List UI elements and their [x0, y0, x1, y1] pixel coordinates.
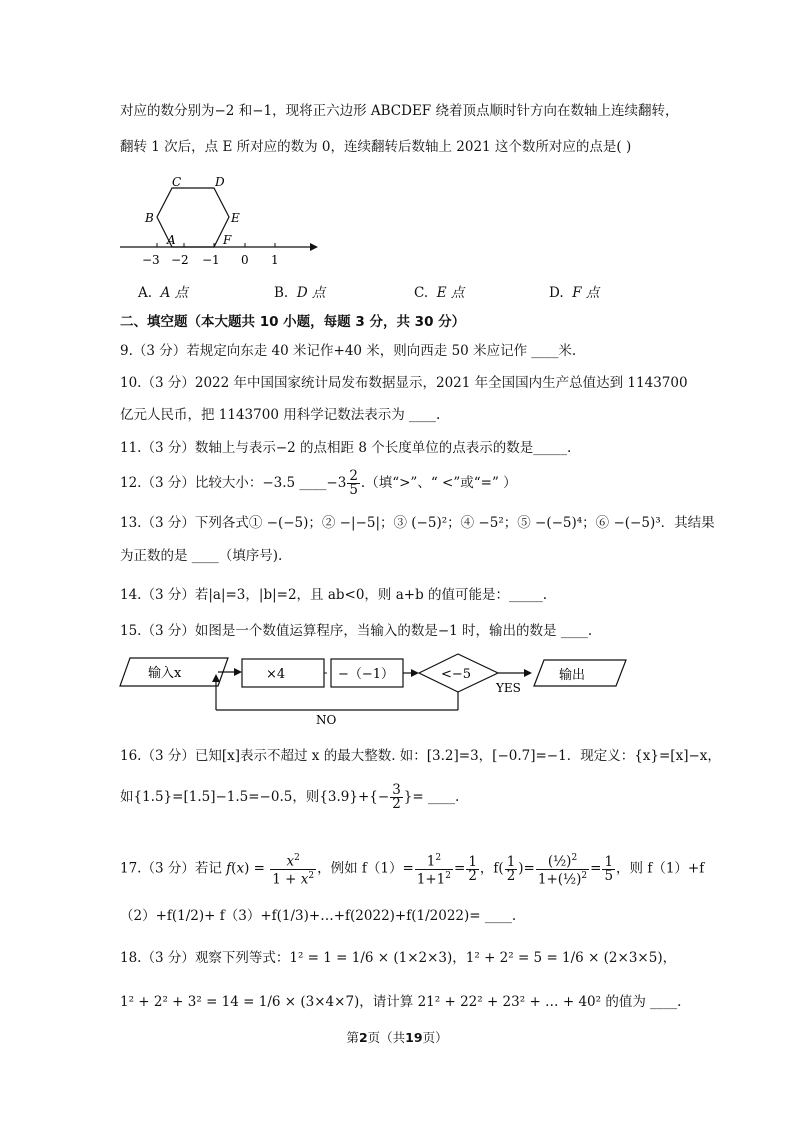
question-17-line-2: （2）+f(1/2)+ f（3）+f(1/3)+…+f(2022)+f(1/2022)= ____.	[120, 908, 517, 924]
vertex-label-e: E	[231, 211, 240, 225]
section-title: 二、填空题（本大题共 10 小题，每题 3 分，共 30 分）	[120, 314, 466, 330]
tick-label: 0	[241, 253, 249, 267]
question-10-line-2: 亿元人民币，把 1143700 用科学记数法表示为 ____.	[120, 407, 441, 423]
output-label: 输出	[559, 668, 586, 683]
multiply-label: ×4	[266, 667, 286, 682]
vertex-label-c: C	[172, 175, 182, 189]
question-13-line-1: 13.（3 分）下列各式① −(−5)；② −|−5|；③ (−5)²；④ −5²；⑤ −(−5)⁴；⑥ −(−5)³．其结果	[120, 515, 715, 531]
no-label: NO	[316, 713, 337, 727]
question-18-line-1: 18.（3 分）观察下列等式：1² = 1 = 1/6 × (1×2×3)，1² + 2² = 5 = 1/6 × (2×3×5)，	[120, 950, 677, 966]
question-16-line-1: 16.（3 分）已知[x]表示不超过 x 的最大整数. 如：[3.2]=3，[−0.7]=−1．现定义：{x}=[x]−x，	[120, 748, 721, 764]
vertex-label-f: F	[223, 233, 232, 247]
option-a[interactable]: A. A 点	[138, 285, 189, 301]
tick-label: 1	[271, 253, 279, 267]
number-line-arrow	[310, 243, 318, 251]
option-c[interactable]: C. E 点	[414, 285, 465, 301]
question-10-line-1: 10.（3 分）2022 年中国国家统计局发布数据显示，2021 年全国国内生产总值达到 1143700	[120, 375, 688, 391]
flowchart	[118, 652, 638, 728]
fraction-three-halves: $\frac{3}{2}$	[392, 782, 401, 812]
vertex-label-b: B	[145, 211, 154, 225]
vertex-label-d: D	[215, 175, 225, 189]
option-b[interactable]: B. D 点	[274, 285, 326, 301]
question-18-line-2: 1² + 2² + 3² = 14 = 1/6 × (3×4×7)，请计算 21² + 22² + 23² + … + 40² 的值为 ____.	[120, 994, 682, 1010]
condition-label: <−5	[441, 667, 472, 682]
intro-line-1: 对应的数分别为−2 和−1，现将正六边形 ABCDEF 绕着顶点顺时针方向在数轴上连续翻转，	[120, 103, 679, 119]
hexagon-number-line-figure	[115, 170, 325, 270]
vertex-label-a: A	[167, 233, 176, 247]
intro-line-2: 翻转 1 次后，点 E 所对应的数为 0，连续翻转后数轴上 2021 这个数所对应的点是( )	[120, 139, 632, 155]
tick-label: −2	[171, 253, 189, 267]
tick-label: −1	[202, 253, 220, 267]
tick-label: −3	[142, 253, 160, 267]
fraction-two-fifths: $\frac{2}{5}$	[349, 468, 358, 498]
question-15: 15.（3 分）如图是一个数值运算程序，当输入的数是−1 时，输出的数是 ____.	[120, 623, 593, 639]
question-12: 12.（3 分）比较大小：−3.5 ____−3 $\frac{2}{5}$ .（填“>”、“ <”或“=” ）	[120, 468, 517, 498]
question-14: 14.（3 分）若|a|=3，|b|=2，且 ab<0，则 a+b 的值可能是：_____.	[120, 587, 548, 603]
question-17-line-1: 17.（3 分）若记 f(x) = $\frac{x^2}{1 + x^2}$ ，例如 f（1）= $\frac{1^2}{1+1^2}$ = $\frac{1}{2}$ ，f( $\frac{1}{2}$ )= $\frac{(\frac{1}{2})^2}{1+(\frac{1}{2})^2}$ = $\frac{1}{5}$ ，则 f（1）+f	[120, 853, 705, 887]
question-16-line-2: 如{1.5}=[1.5]−1.5=−0.5，则{3.9}+{− $\frac{3}{2}$ }= ____.	[120, 782, 460, 812]
question-13-line-2: 为正数的是 ____（填序号).	[120, 548, 283, 564]
question-9: 9.（3 分）若规定向东走 40 米记作+40 米，则向西走 50 米应记作 ____米.	[120, 343, 577, 359]
page-footer: 第2页（共19页）	[346, 1030, 448, 1045]
yes-label: YES	[496, 681, 521, 695]
subtract-label: −（−1）	[338, 667, 395, 682]
option-d[interactable]: D. F 点	[549, 285, 600, 301]
input-label: 输入x	[148, 666, 182, 681]
question-11: 11.（3 分）数轴上与表示−2 的点相距 8 个长度单位的点表示的数是_____.	[120, 440, 572, 456]
